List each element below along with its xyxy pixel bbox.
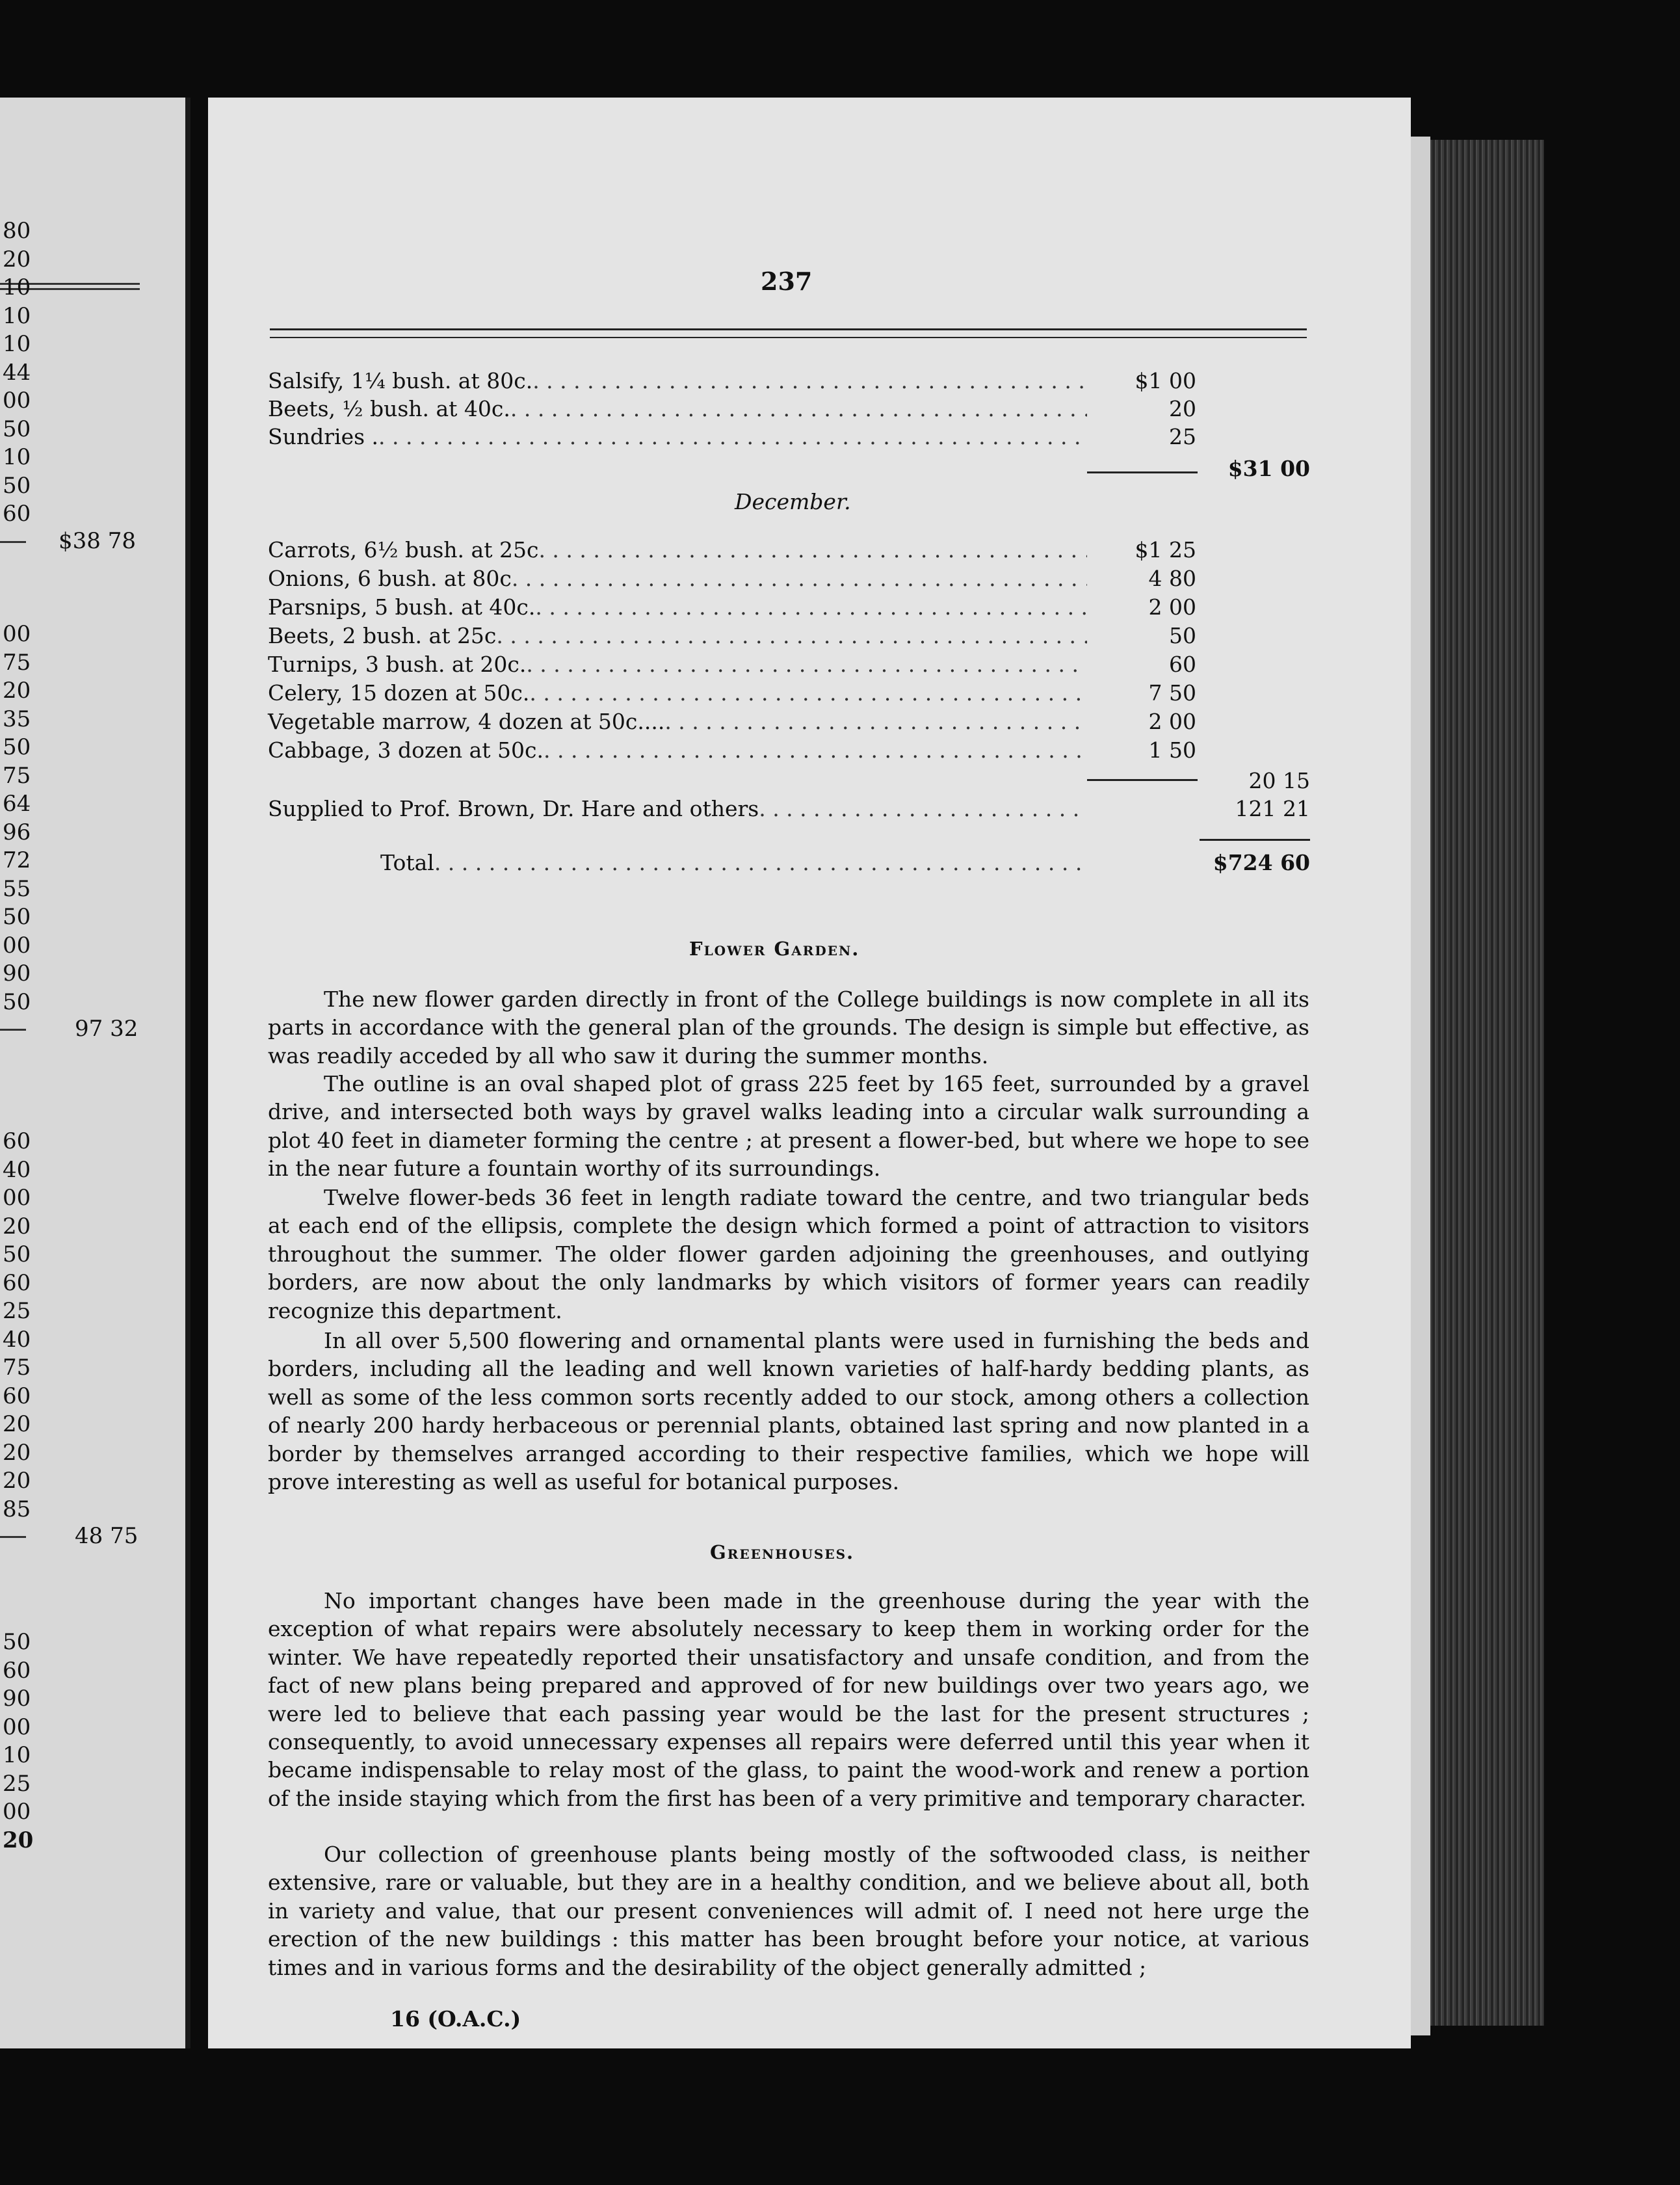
left-page-value: 50 [3, 734, 31, 760]
ledger-row-label: Vegetable marrow, 4 dozen at 50c.... [268, 709, 665, 734]
left-page-value: 50 [3, 1629, 31, 1655]
ledger-row-label: Cabbage, 3 dozen at 50c. [268, 737, 544, 763]
ledger-row [268, 708, 1087, 735]
ledger-row-label: Parsnips, 5 bush. at 40c. [268, 594, 536, 620]
left-page-sum-rule [0, 1029, 26, 1031]
left-page-value: 60 [3, 1657, 31, 1684]
left-page-value: 75 [3, 762, 31, 789]
left-page-value: 44 [3, 359, 31, 386]
grand-total-amount: $724 60 [1213, 850, 1310, 875]
left-page-value: 00 [3, 1714, 31, 1740]
ledger-row-amount: 20 [1169, 396, 1196, 421]
left-page-value: 20 [3, 246, 31, 272]
left-page-total: 48 75 [75, 1523, 138, 1549]
subtotal-rule [1087, 779, 1198, 781]
paragraph: The new flower garden directly in front of the College buildings is now complete in all its parts in accordance with the general plan of the grounds. The design is simple but effective, as was readily acceded by all who saw it during the summer months. [268, 987, 1309, 1068]
ledger-row [268, 680, 1087, 707]
ledger-row [268, 622, 1087, 650]
supplied-label: Supplied to Prof. Brown, Dr. Hare and others [268, 796, 759, 821]
left-page-value: 20 [3, 1213, 31, 1239]
left-page-value: 00 [3, 388, 31, 414]
header-rule [270, 328, 1307, 338]
left-page-value: 64 [3, 791, 31, 817]
ledger-row-amount: 60 [1169, 652, 1196, 677]
ledger-row-label: Salsify, 1¼ bush. at 80c. [268, 368, 533, 393]
left-page-value: 00 [3, 1185, 31, 1211]
left-page-value: 75 [3, 649, 31, 676]
ledger-row-amount: 2 00 [1148, 594, 1196, 620]
subtotal-rule [1087, 471, 1198, 473]
left-page-value: 10 [3, 331, 31, 357]
ledger-row-label: Beets, 2 bush. at 25c [268, 623, 497, 648]
left-page-value: 50 [3, 904, 31, 930]
left-page-value: 20 [3, 1411, 31, 1437]
ledger-row [268, 651, 1087, 678]
grand-total-row [380, 849, 1087, 877]
left-page-value: 60 [3, 1383, 31, 1409]
ledger-row-amount: $1 25 [1135, 537, 1196, 563]
left-page-value: 85 [3, 1496, 31, 1522]
left-page-value: 10 [3, 274, 31, 300]
ledger-row-amount: 7 50 [1148, 680, 1196, 706]
left-page-value: 90 [3, 1686, 31, 1712]
ledger-row [268, 536, 1087, 564]
page-edge [1411, 137, 1430, 2035]
left-page-value: 35 [3, 706, 31, 732]
supplied-amount: 121 21 [1235, 796, 1310, 821]
ledger-row-label: Carrots, 6½ bush. at 25c [268, 537, 539, 563]
left-page-sum-rule [0, 541, 26, 543]
ledger-row-amount: $1 00 [1135, 368, 1196, 393]
left-page-value: 10 [3, 302, 31, 329]
december-total: 20 15 [1248, 768, 1310, 793]
left-page-value: 20 [3, 1827, 34, 1853]
left-page-value: 90 [3, 960, 31, 987]
book-block-edge [1430, 140, 1544, 2026]
section-title-flower-garden: Flower Garden. [689, 938, 860, 960]
paragraph: The outline is an oval shaped plot of grass 225 feet by 165 feet, surrounded by a gravel drive, and intersected both ways by gravel walks leading into a circular walk surrounding a plot 40 feet in diameter forming the centre ; at present a flower-bed, but where we hope to see in the near future a fountain worthy of its surroundings. [268, 1071, 1309, 1182]
total-rule [1200, 839, 1310, 841]
ledger-row [268, 395, 1087, 423]
left-page-value: 40 [3, 1326, 31, 1353]
left-page-value: 20 [3, 678, 31, 704]
ledger-row-amount: 4 80 [1148, 566, 1196, 591]
left-page-value: 00 [3, 1799, 31, 1825]
left-page-value: 25 [3, 1770, 31, 1797]
ledger-row-amount: 50 [1169, 623, 1196, 648]
ledger-row [268, 423, 1087, 451]
left-page-value: 60 [3, 1128, 31, 1154]
ledger-row-label: Sundries . [268, 424, 379, 449]
left-page-value: 20 [3, 1468, 31, 1494]
ledger-row [268, 367, 1087, 395]
paragraph: No important changes have been made in the greenhouse during the year with the exception of what repairs were absolutely necessary to keep them in working order for the winter. We have repeatedly reported their unsatisfactory and unsafe condition, and from the fact of new plans being prepared and approved of for new buildings over two years ago, we were led to believe that each passing year would be the last for the present structures ; consequently, to avoid unnecessary expenses all repairs were deferred until this year when it became indispensable to relay most of the glass, to paint the wood-work and renew a portion of the inside staying which from the first has been of a very primitive and temporary character. [268, 1588, 1309, 1811]
left-page-total: 97 32 [75, 1016, 138, 1042]
paragraph: Twelve flower-beds 36 feet in length radiate toward the centre, and two triangular beds at each end of the ellipsis, complete the design which formed a point of attraction to visitors throughout the summer. The older flower garden adjoining the greenhouses, and outlying borders, are now about the only landmarks by which visitors of former years can readily recognize this department. [268, 1185, 1309, 1323]
left-page-value: 20 [3, 1439, 31, 1466]
month-heading: December. [735, 489, 851, 514]
left-page-value: 50 [3, 1241, 31, 1267]
supplied-row [268, 795, 1087, 823]
left-page-value: 50 [3, 988, 31, 1015]
left-page-value: 00 [3, 621, 31, 647]
ledger-row [268, 594, 1087, 621]
left-page-value: 96 [3, 819, 31, 845]
left-page-value: 75 [3, 1355, 31, 1381]
ledger-row-amount: 1 50 [1148, 737, 1196, 763]
left-page-value: 50 [3, 472, 31, 499]
ledger-row-label: Onions, 6 bush. at 80c [268, 566, 512, 591]
ledger-row-label: Celery, 15 dozen at 50c. [268, 680, 530, 706]
left-page-value: 10 [3, 1742, 31, 1768]
left-page-value: 00 [3, 932, 31, 959]
november-total: $31 00 [1227, 456, 1310, 481]
left-page-value: 10 [3, 444, 31, 470]
left-page-value: 50 [3, 416, 31, 442]
left-page-value: 25 [3, 1298, 31, 1324]
footer-signature: 16 (O.A.C.) [390, 2006, 521, 2032]
page-number: 237 [761, 267, 813, 296]
left-page-total: $38 78 [59, 527, 136, 554]
ledger-row [268, 737, 1087, 764]
left-page-value: 72 [3, 847, 31, 873]
left-page-value: 40 [3, 1156, 31, 1183]
left-page-value: 60 [3, 1269, 31, 1296]
ledger-row-label: Beets, ½ bush. at 40c. [268, 396, 510, 421]
grand-total-label: Total [380, 850, 434, 875]
left-page-value: 60 [3, 501, 31, 527]
ledger-row [268, 565, 1087, 592]
left-page-value: 55 [3, 875, 31, 902]
paragraph: Our collection of greenhouse plants being mostly of the softwooded class, is neither extensive, rare or valuable, but they are in a healthy condition, and we believe about all, both in variety and value, that our present conveniences will admit of. I need not here urge the erection of the new buildings : this matter has been brought before your notice, at various times and in various forms and the desirability of the object generally admitted ; [268, 1842, 1309, 1980]
ledger-row-amount: 25 [1169, 424, 1196, 449]
section-title-greenhouses: Greenhouses. [710, 1541, 855, 1563]
left-page-sum-rule [0, 1536, 26, 1538]
ledger-row-amount: 2 00 [1148, 709, 1196, 734]
ledger-row-label: Turnips, 3 bush. at 20c. [268, 652, 527, 677]
paragraph: In all over 5,500 flowering and ornamental plants were used in furnishing the beds and borders, including all the leading and well known varieties of half-hardy bedding plants, as well as some of the less common sorts recently added to our stock, among others a collection of nearly 200 hardy herbaceous or perennial plants, obtained last spring and now planted in a border by themselves arranged according to their respective families, which we hope will prove interesting as well as useful for botanical purposes. [268, 1328, 1309, 1495]
left-page-value: 80 [3, 218, 31, 244]
left-page-fragment [0, 98, 190, 2048]
